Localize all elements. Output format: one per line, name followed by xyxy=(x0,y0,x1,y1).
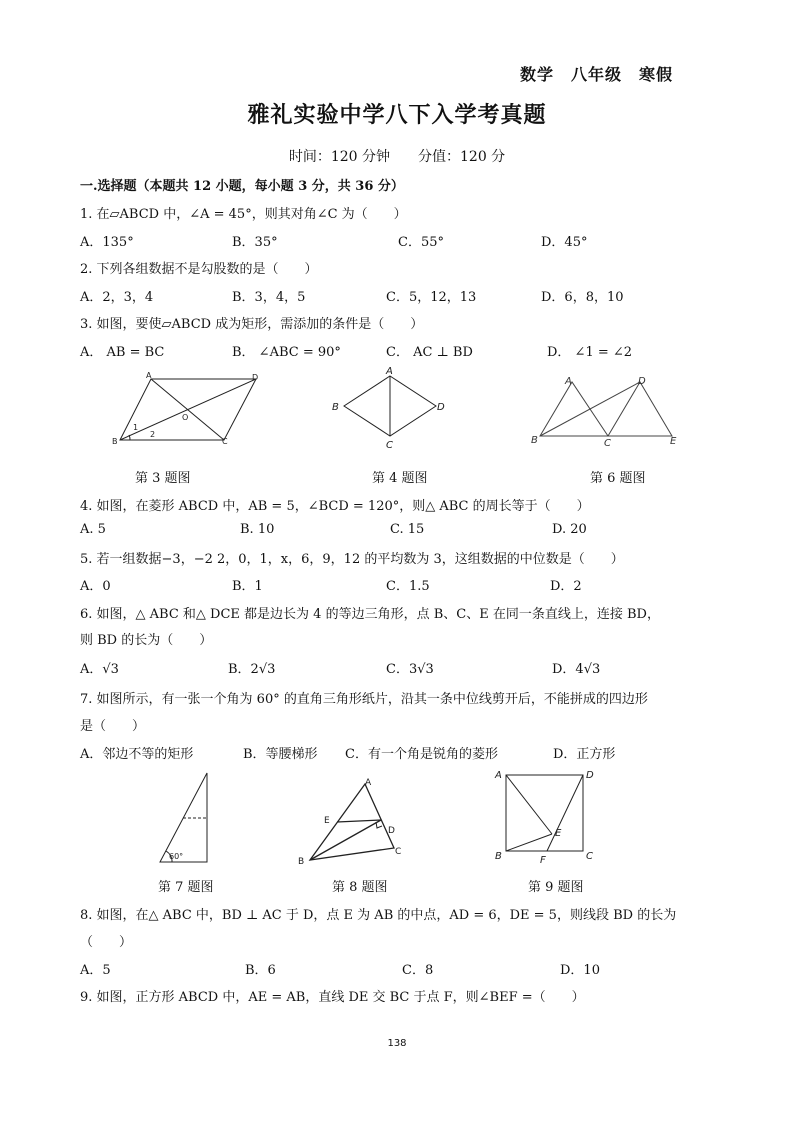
question-8-line-1: 8. 如图，在△ ABC 中，BD ⊥ AC 于 D，点 E 为 AB 的中点，AD = 6，DE = 5，则线段 BD 的长为 xyxy=(80,908,677,923)
q8-option-b: B．6 xyxy=(245,963,276,978)
q7-option-d: D．正方形 xyxy=(553,747,616,762)
fig8-label-d: D xyxy=(388,826,395,836)
q4-option-b: B. 10 xyxy=(240,522,275,537)
fig3-label-2: 2 xyxy=(150,430,156,439)
fig3-label-o: O xyxy=(182,413,189,422)
fig4-label-d: D xyxy=(437,402,445,413)
q8-option-d: D．10 xyxy=(560,963,600,978)
question-4: 4. 如图，在菱形 ABCD 中，AB = 5，∠BCD = 120°，则△ ABC 的周长等于（ ） xyxy=(80,499,590,514)
caption-fig-7: 第 7 题图 xyxy=(158,880,214,895)
caption-fig-8: 第 8 题图 xyxy=(332,880,388,895)
q8-option-c: C．8 xyxy=(402,963,434,978)
q3-option-a: A． AB = BC xyxy=(80,345,165,360)
fig9-label-d: D xyxy=(586,770,594,781)
fig6-label-d: D xyxy=(638,376,646,387)
q5-option-a: A．0 xyxy=(80,579,111,594)
caption-fig-4: 第 4 题图 xyxy=(372,471,428,486)
q2-option-b: B．3，4，5 xyxy=(232,290,306,305)
q3-option-c: C． AC ⊥ BD xyxy=(386,345,473,360)
q6-option-b: B．2√3 xyxy=(228,662,276,677)
fig8-label-e: E xyxy=(324,816,330,826)
figure-q9-square xyxy=(490,766,605,866)
fig8-label-b: B xyxy=(298,857,305,867)
q2-option-c: C．5，12，13 xyxy=(386,290,477,305)
fig6-label-e: E xyxy=(670,436,677,447)
fig9-label-f: F xyxy=(540,855,546,866)
question-9: 9. 如图，正方形 ABCD 中，AE = AB，直线 DE 交 BC 于点 F，则∠BEF =（ ） xyxy=(80,990,585,1005)
fig7-angle-label: 60° xyxy=(169,852,184,861)
fig4-label-a: A xyxy=(386,366,393,377)
q4-option-a: A. 5 xyxy=(80,522,106,537)
q7-option-b: B．等腰梯形 xyxy=(243,747,318,762)
q1-option-c: C．55° xyxy=(398,235,444,250)
fig9-label-b: B xyxy=(495,851,502,862)
question-6-line-1: 6. 如图，△ ABC 和△ DCE 都是边长为 4 的等边三角形，点 B、C、E 在同一条直线上，连接 BD， xyxy=(80,607,660,622)
question-6-line-2: 则 BD 的长为（ ） xyxy=(80,633,213,648)
figure-q6-triangles xyxy=(528,370,688,450)
figure-q3-parallelogram xyxy=(108,368,268,448)
fig6-label-b: B xyxy=(531,435,538,446)
q6-option-d: D．4√3 xyxy=(552,662,601,677)
question-5: 5. 若一组数据−3，−2 2，0，1，x，6，9，12 的平均数为 3，这组数据的中位数是（ ） xyxy=(80,552,624,567)
fig3-label-1: 1 xyxy=(133,423,139,432)
q3-option-d: D． ∠1 = ∠2 xyxy=(547,345,633,360)
q1-option-b: B．35° xyxy=(232,235,278,250)
q8-option-a: A．5 xyxy=(80,963,111,978)
section-heading: 一.选择题（本题共 12 小题，每小题 3 分，共 36 分） xyxy=(80,179,404,194)
fig9-label-a: A xyxy=(495,770,502,781)
figure-q7-right-triangle xyxy=(150,768,220,868)
caption-fig-6: 第 6 题图 xyxy=(590,471,646,486)
page-header: 数学 八年级 寒假 xyxy=(520,65,674,84)
q4-option-d: D. 20 xyxy=(552,522,587,537)
q5-option-d: D．2 xyxy=(550,579,582,594)
fig3-label-c: C xyxy=(222,437,228,446)
page-title: 雅礼实验中学八下入学考真题 xyxy=(247,102,547,128)
fig9-label-e: E xyxy=(555,828,562,839)
fig3-label-b: B xyxy=(112,437,118,446)
fig6-label-a: A xyxy=(565,376,572,387)
q6-option-a: A．√3 xyxy=(80,662,119,677)
question-7-line-1: 7. 如图所示，有一张一个角为 60° 的直角三角形纸片，沿其一条中位线剪开后，不能拼成的四边形 xyxy=(80,692,648,707)
question-3: 3. 如图，要使▱ABCD 成为矩形，需添加的条件是（ ） xyxy=(80,317,424,332)
fig8-label-a: A xyxy=(365,778,372,788)
page-number: 138 xyxy=(387,1038,407,1049)
fig4-label-b: B xyxy=(332,402,339,413)
question-1: 1. 在▱ABCD 中，∠A = 45°，则其对角∠C 为（ ） xyxy=(80,207,407,222)
question-7-line-2: 是（ ） xyxy=(80,719,146,734)
caption-fig-9: 第 9 题图 xyxy=(528,880,584,895)
exam-time-score: 时间：120 分钟 分值：120 分 xyxy=(288,149,506,165)
figure-q4-rhombus xyxy=(328,366,453,450)
q4-option-c: C. 15 xyxy=(390,522,425,537)
question-2: 2. 下列各组数据不是勾股数的是（ ） xyxy=(80,262,318,277)
q1-option-a: A．135° xyxy=(80,235,134,250)
fig3-label-a: A xyxy=(146,371,152,380)
q2-option-a: A．2，3，4 xyxy=(80,290,154,305)
q3-option-b: B． ∠ABC = 90° xyxy=(232,345,341,360)
fig9-label-c: C xyxy=(586,851,593,862)
q6-option-c: C．3√3 xyxy=(386,662,434,677)
caption-fig-3: 第 3 题图 xyxy=(135,471,191,486)
q7-option-a: A．邻边不等的矩形 xyxy=(80,747,194,762)
fig4-label-c: C xyxy=(386,440,393,450)
fig3-label-d: D xyxy=(252,373,259,382)
q5-option-c: C．1.5 xyxy=(386,579,430,594)
q5-option-b: B．1 xyxy=(232,579,263,594)
figure-q8-triangle xyxy=(292,772,412,868)
q1-option-d: D．45° xyxy=(541,235,588,250)
question-8-line-2: （ ） xyxy=(80,935,133,950)
q7-option-c: C．有一个角是锐角的菱形 xyxy=(345,747,498,762)
fig6-label-c: C xyxy=(604,438,611,449)
q2-option-d: D．6，8，10 xyxy=(541,290,624,305)
fig8-label-c: C xyxy=(395,847,402,857)
